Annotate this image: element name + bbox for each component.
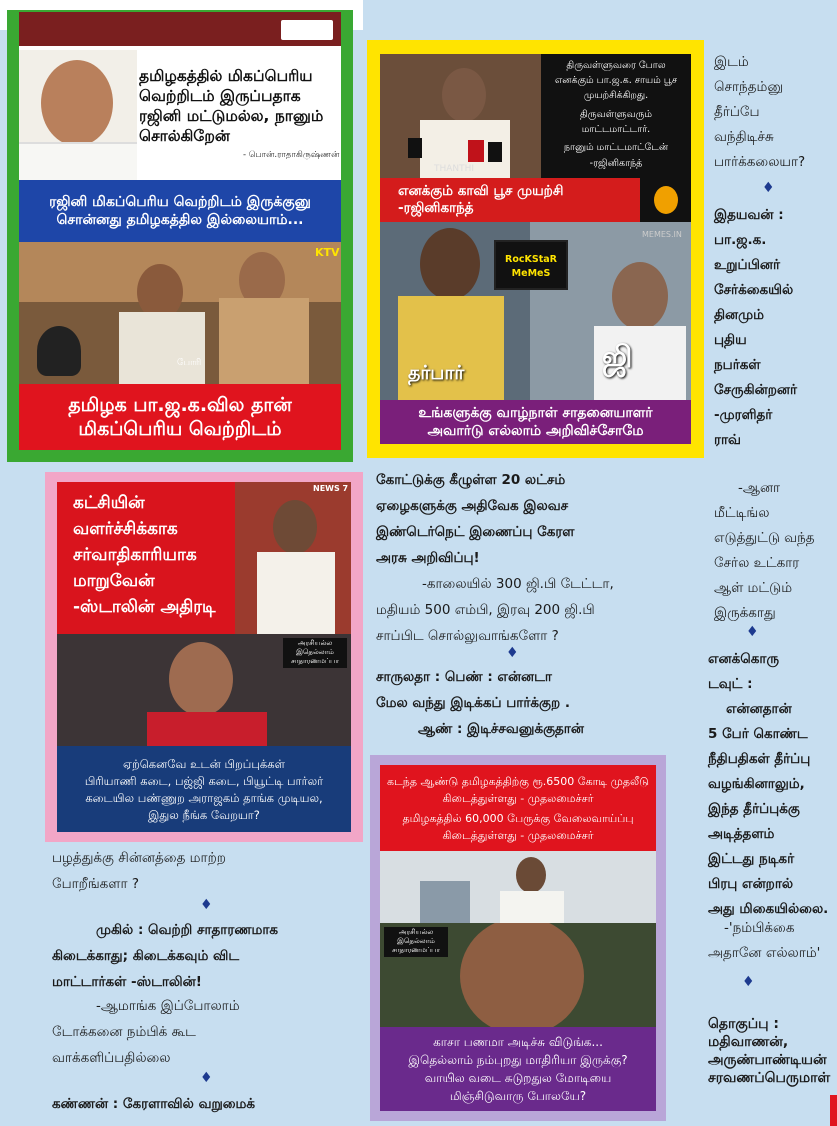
reply-line: மதியம் 500 எம்பி, இரவு 200 ஜி.பி xyxy=(376,602,595,618)
quote-line-4: திருவள்ளுவரும் xyxy=(579,109,653,120)
caption-line-1: ஏற்கெனவே உடன் பிறப்புக்கள் xyxy=(123,757,285,771)
quote-line-5: மாட்டமாட்டார். xyxy=(581,124,651,135)
cartoon-icon xyxy=(37,326,81,376)
text-col3-line: எனக்கொரு xyxy=(708,651,779,667)
caption-red: தமிழக பா.ஜ.க.வில தான் மிகப்பெரிய வெற்றிடம் xyxy=(19,384,341,450)
text-col3-line: எடுத்துட்டு வந்த xyxy=(714,530,815,546)
text-col3-line: மீட்டிங்ல xyxy=(714,505,770,521)
channel-logo-box xyxy=(640,178,691,222)
diamond-separator: ♦ xyxy=(742,974,755,990)
overlay-badge xyxy=(384,927,448,957)
dialogue-line: சாருலதா : பெண் : என்னடா xyxy=(376,669,552,685)
channel-logo: NEWS 7 xyxy=(313,484,349,493)
text-col3-line: அதானே எல்லாம்' xyxy=(708,945,821,961)
diamond-separator: ♦ xyxy=(200,1070,213,1086)
text-col3-line: அடித்தளம் xyxy=(708,826,775,842)
meme-stalin-dictator xyxy=(45,472,363,842)
text-col3-line: பார்க்கலையா? xyxy=(714,154,806,170)
caption-line-1: காசா பணமா அடிச்சு விடுங்க... xyxy=(433,1035,603,1049)
text-col3-line: பிரபு என்றால் xyxy=(708,876,794,892)
diamond-separator: ♦ xyxy=(200,897,213,913)
news-line: இண்டெர்நெட் இணைப்பு கேரள xyxy=(376,524,575,540)
overlay-line-1: அரசியல்ல xyxy=(398,928,434,936)
text-col3-line: சேருகின்றனர் xyxy=(714,382,798,398)
text-col3-line: இடம் xyxy=(714,54,749,70)
politician-photo xyxy=(19,50,137,186)
reply-line: -காலையில் 300 ஜி.பி டேட்டா, xyxy=(422,576,614,592)
quote-line-3: முயற்சிக்கிறது. xyxy=(583,90,649,101)
header-line-3: தமிழகத்தில் 60,000 பேருக்கு வேலைவாய்ப்பு xyxy=(402,812,634,825)
speaker-tag: போரி xyxy=(177,358,202,368)
caption-line-3: கடையில பண்ணுற அராஜகம் தாங்க முடியல, xyxy=(85,791,323,805)
actor-still xyxy=(57,634,351,746)
caption-line-4: இதுல நீங்க வேறயா? xyxy=(148,808,260,822)
meme-rajini-vacuum xyxy=(7,10,353,462)
quote-line-1: திருவள்ளுவரை போல xyxy=(566,60,666,71)
text-col3-line: இதயவன் : xyxy=(714,207,784,223)
caption-purple xyxy=(380,1027,656,1111)
text-col3-line: -ஆனா xyxy=(738,480,781,496)
caption-blue: ரஜினி மிகப்பெரிய வெற்றிடம் இருக்குனு சொன்னது தமிழகத்தில இல்லையாம்... xyxy=(19,180,341,242)
meme-cm-investment xyxy=(370,755,666,1121)
text-col3-line: ஆள் மட்டும் xyxy=(714,580,793,596)
text-col3-line: -முரளிதர் xyxy=(714,407,773,423)
text-col1-line: கிடைக்காது; கிடைக்கவும் விட xyxy=(52,948,240,964)
text-col3-line: தீர்ப்பே xyxy=(714,104,760,120)
site-watermark: MEMES.IN xyxy=(642,230,682,239)
text-col3-line: சேர்ல உட்கார xyxy=(714,555,800,571)
text-col3-line: சேர்க்கையில் xyxy=(714,282,794,298)
caption-line-2: இதெல்லாம் நம்புறது மாதிரியா இருக்கு? xyxy=(408,1053,628,1067)
channel-logo: KTV xyxy=(315,246,340,259)
quote-line-7: -ரஜினிகாந்த் xyxy=(589,158,643,169)
text-col3-line: வந்திடிச்சு xyxy=(714,129,774,145)
brand-badge xyxy=(494,240,568,290)
headline-line-3: சர்வாதிகாரியாக xyxy=(73,545,197,565)
diamond-separator: ♦ xyxy=(506,645,519,661)
credit-line: அருண்பாண்டியன் xyxy=(708,1052,827,1068)
reply-line: சாப்பிட சொல்லுவாங்களோ ? xyxy=(376,628,559,644)
quote-line-6: நானும் மாட்டமாட்டேன் xyxy=(563,142,669,153)
text-col3-line: என்னதான் xyxy=(726,701,792,717)
text-col3-line: டவுட் : xyxy=(708,676,753,692)
credit-line: சரவணப்பெருமாள் xyxy=(708,1070,831,1086)
diamond-separator: ♦ xyxy=(746,624,759,640)
label-right: ஜி xyxy=(602,340,633,375)
publisher-logo xyxy=(281,20,333,40)
text-col1-line: போறீங்களா ? xyxy=(52,876,139,892)
diamond-separator: ♦ xyxy=(762,180,775,196)
text-col3-line: உறுப்பினர் xyxy=(714,257,781,273)
text-col1-line: கண்ணன் : கேரளாவில் வறுமைக் xyxy=(52,1096,256,1112)
overlay-badge xyxy=(283,638,347,668)
text-col1-line: -ஆமாங்க இப்போலாம் xyxy=(96,998,240,1014)
brand-line-2: MeMeS xyxy=(511,268,551,279)
text-col3-line: நபர்கள் xyxy=(714,357,761,373)
headline-box xyxy=(57,482,235,634)
text-col3-line: நீதிபதிகள் தீர்ப்பு xyxy=(708,751,811,767)
news-line: ஏழைகளுக்கு அதிவேக இலவச xyxy=(376,498,569,514)
news-line: அரசு அறிவிப்பு! xyxy=(376,550,480,566)
text-col3-line: புதிய xyxy=(714,332,747,348)
text-col3-line: வழங்கினாலும், xyxy=(708,776,805,792)
tv-watermark: THANTHI xyxy=(434,164,475,174)
caption-purple: உங்களுக்கு வாழ்நாள் சாதனையாளர் அவார்டு எல்லாம் அறிவிச்சோமே xyxy=(380,400,691,444)
text-col3-line: அது மிகையில்லை. xyxy=(708,901,829,917)
credit-line: மதிவாணன், xyxy=(708,1034,789,1050)
quote-text: தமிழகத்தில் மிகப்பெரிய வெற்றிடம் இருப்பதாக ரஜினி மட்டுமல்ல, நானும் சொல்கிறேன் xyxy=(139,67,324,145)
text-col3-line: 5 பேர் கொண்ட xyxy=(708,726,808,742)
header-line-2: கிடைத்துள்ளது - முதலமைச்சர் xyxy=(442,792,594,805)
text-col3-line: தினமும் xyxy=(714,307,765,323)
overlay-line-3: சாதாரணமப்பா xyxy=(291,657,339,665)
text-col1-line: மாட்டார்கள் -ஸ்டாலின்! xyxy=(52,974,202,990)
caption-red: எனக்கும் காவி பூச முயற்சி -ரஜினிகாந்த் xyxy=(380,178,640,222)
text-col3-line: ராவ் xyxy=(714,432,741,448)
caption-line-2: பிரியாணி கடை, பஜ்ஜி கடை, பியூட்டி பார்லர் xyxy=(84,774,324,788)
headline-line-1: கட்சியின் xyxy=(73,493,145,513)
text-col1-line: பழத்துக்கு சின்னத்தை மாற்ற xyxy=(52,850,226,866)
cm-podium-photo xyxy=(380,851,656,923)
text-col3-line: இருக்காது xyxy=(714,605,776,621)
speech-photo xyxy=(235,482,351,634)
text-col1-line: டோக்கனை நம்பிக் கூட xyxy=(52,1024,196,1040)
text-col3-line: இந்த தீர்ப்புக்கு xyxy=(708,801,800,817)
overlay-line-2: இதெல்லாம் xyxy=(397,937,435,945)
caption-line-4: மிஞ்சிடுவாரு போலயே? xyxy=(449,1089,587,1103)
header-red xyxy=(380,765,656,851)
text-col3-line: பா.ஜ.க. xyxy=(714,232,767,248)
movie-still xyxy=(19,242,341,384)
overlay-line-1: அரசியல்ல xyxy=(297,639,333,647)
text-col1-line: வாக்களிப்பதில்லை xyxy=(52,1050,171,1066)
caption-navy xyxy=(57,746,351,832)
meme-saffron xyxy=(367,40,704,458)
headline-line-5: -ஸ்டாலின் அதிரடி xyxy=(73,597,216,617)
overlay-line-3: சாதாரணமப்பா xyxy=(392,946,440,954)
dialogue-line: மேல வந்து இடிக்கப் பார்க்குற . xyxy=(376,695,570,711)
page-edge-marker xyxy=(830,1095,837,1126)
text-col3-line: -'நம்பிக்கை xyxy=(724,920,795,936)
text-col3-line: சொந்தம்னு xyxy=(714,79,784,95)
dialogue-line: ஆண் : இடிச்சவனுக்குதான் xyxy=(418,721,584,737)
quote-line-2: எனக்கும் பா.ஜ.க. சாயம் பூச xyxy=(554,75,678,86)
caption-line-3: வாயில வடை சுடுறதுல மோடியை xyxy=(424,1071,612,1085)
text-col1-line: முகில் : வெற்றி சாதாரணமாக xyxy=(96,922,279,938)
brand-line-1: RocKStaR xyxy=(505,254,557,265)
text-col3-line: இட்டது நடிகர் xyxy=(708,851,795,867)
header-line-4: கிடைத்துள்ளது - முதலமைச்சர் xyxy=(442,829,594,842)
rajini-press-photo xyxy=(380,54,541,178)
comedy-still xyxy=(380,222,691,400)
overlay-line-2: இதெல்லாம் xyxy=(296,648,334,656)
news-line: கோட்டுக்கு கீழுள்ள 20 லட்சம் xyxy=(376,472,566,488)
actor-closeup xyxy=(380,923,656,1027)
credit-line: தொகுப்பு : xyxy=(708,1016,779,1032)
headline-line-4: மாறுவேன் xyxy=(73,571,155,591)
label-left: தர்பார் xyxy=(408,362,465,384)
quote-box xyxy=(541,54,691,178)
quote-attribution: - பொன்.ராதாகிருஷ்ணன் xyxy=(243,150,340,160)
header-line-1: கடந்த ஆண்டு தமிழகத்திற்கு ரூ.6500 கோடி முதலீடு xyxy=(387,775,649,788)
headline-line-2: வளர்ச்சிக்காக xyxy=(73,519,178,539)
